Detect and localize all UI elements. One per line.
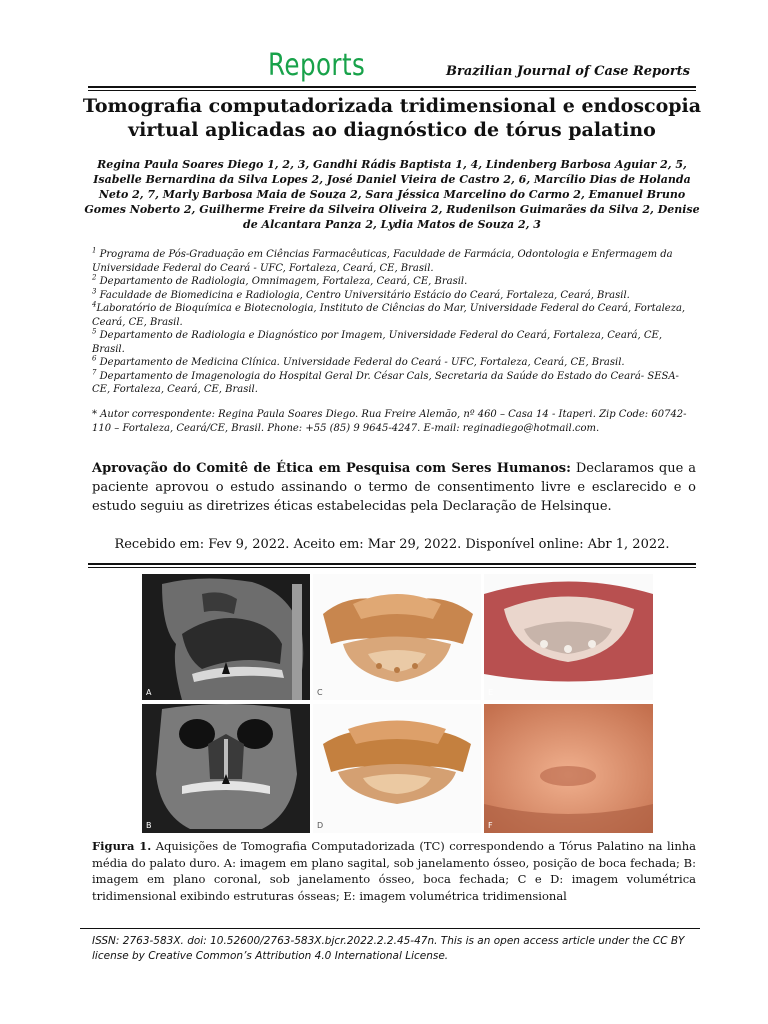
header-rule-thin [88,90,696,91]
panel-label: C [317,688,323,697]
coronal-ct-image [142,704,310,833]
affiliation: $^7$ Departamento de Imagenologia do Hospital Geral Dr. César Cals, Secretaria da Saúde do Estado do Ceará- SESA-CE, Fortaleza, Ceará, CE, Brasil. [92,368,679,395]
ethics-statement [92,459,696,516]
journal-name: Brazilian Journal of Case Reports [445,64,690,79]
figure-panel-c [313,574,481,700]
figure-rule [88,563,696,565]
ethics-text: Declaramos que a paciente aprovou o estudo assinando o termo de consentimento livre e esclarecido e o estudo seguiu as diretrizes éticas estabelecidas pela Declaração de Helsinque. [92,461,696,514]
panel-label: A [146,688,152,697]
affiliation: $^4$Laboratório de Bioquímica e Biotecnologia, Instituto de Ciências do Mar, Universidade Federal do Ceará, Fortaleza, Ceará, CE, Brasil. [92,300,686,328]
journal-logo: Reports [268,48,366,83]
footer-license: ISSN: 2763-583X. doi: 10.52600/2763-583X.bjcr.2022.2.2.45-47n. This is an open access article under the CC BY license by Creative Common’s Attribution 4.0 International License. [92,935,685,962]
received-dates: Recebido em: Fev 9, 2022. Aceito em: Mar 29, 2022. Disponível online: Abr 1, 2022. [114,537,670,552]
ethics-label: Aprovação do Comitê de Ética em Pesquisa com Seres Humanos: [92,461,571,476]
panel-label: D [317,821,324,830]
figure-1 [142,574,653,833]
figure-panel-f [484,704,653,833]
caption-label: Figura 1. [92,839,152,853]
virtual-endoscopy-image [484,704,653,833]
volumetric-3d-image-e [484,574,653,700]
author-list: Regina Paula Soares Diego 1, 2, 3, Gandhi Rádis Baptista 1, 4, Lindenberg Barbosa Aguiar 2, 5, Isabelle Bernardina da Silva Lopes 2, José Daniel Vieira de Castro 2, 6, Marcílio Dias de Holanda Neto 2, 7, Marly Barbosa Maia de Souza 2, Sara Jéssica Marcelino do Carmo 2, Emanuel Bruno Gomes Noberto 2, Guilherme Freire da Silveira Oliveira 2, Rudenilson Guimarães da Silva 2, Denise de Alcantara Panza 2, Lydia Matos de Souza 2, 3 [84,158,700,231]
affiliation: $^2$ Departamento de Radiologia, Omnimagem, Fortaleza, Ceará, CE, Brasil. [92,273,468,287]
panel-label: F [488,821,493,830]
article-title: Tomografia computadorizada tridimensional e endoscopia virtual aplicadas ao diagnóstico de tórus palatino [82,95,702,141]
figure-panel-a [142,574,310,700]
affiliations [92,248,696,397]
figure-panel-e [484,574,653,700]
affiliation: $^6$ Departamento de Medicina Clínica. Universidade Federal do Ceará - UFC, Fortaleza, Ceará, CE, Brasil. [92,354,625,368]
figure-panel-d [313,704,481,833]
affiliation: $^3$ Faculdade de Biomedicina e Radiologia, Centro Universitário Estácio do Ceará, Fortaleza, Ceará, Brasil. [92,287,630,301]
figure-rule-thin [88,567,696,568]
panel-label: E [488,688,494,697]
volumetric-3d-image-c [313,574,481,700]
affiliation: $^1$ Programa de Pós-Graduação em Ciências Farmacêuticas, Faculdade de Farmácia, Odontologia e Enfermagem da Universidade Federal do Ceará - UFC, Fortaleza, Ceará, CE, Brasil. [92,246,673,274]
footer-rule [80,928,700,929]
sagittal-ct-image [142,574,310,700]
panel-label: B [146,821,152,830]
figure-caption [92,838,696,904]
affiliation: $^5$ Departamento de Radiologia e Diagnóstico por Imagem, Universidade Federal do Ceará, Fortaleza, Ceará, CE, Brasil. [92,327,663,355]
header-rule [88,86,696,88]
volumetric-3d-image-d [313,704,481,833]
corresponding-author: * Autor correspondente: Regina Paula Soares Diego. Rua Freire Alemão, nº 460 – Casa 14 - Itaperi. Zip Code: 60742-110 – Fortaleza, Ceará/CE, Brasil. Phone: +55 (85) 9 9645-4247. E-mail: reginadiego@hotmail.com. [92,409,687,434]
caption-text: Aquisições de Tomografia Computadorizada (TC) correspondendo a Tórus Palatino na linha média do palato duro. A: imagem em plano sagital, sob janelamento ósseo, posição de boca fechada; B: imagem em plano coronal, sob janelamento ósseo, boca fechada; C e D: imagem volumétrica tridimensional exibindo estruturas ósseas; E: imagem volumétrica tridimensional [92,839,696,903]
figure-panel-b [142,704,310,833]
